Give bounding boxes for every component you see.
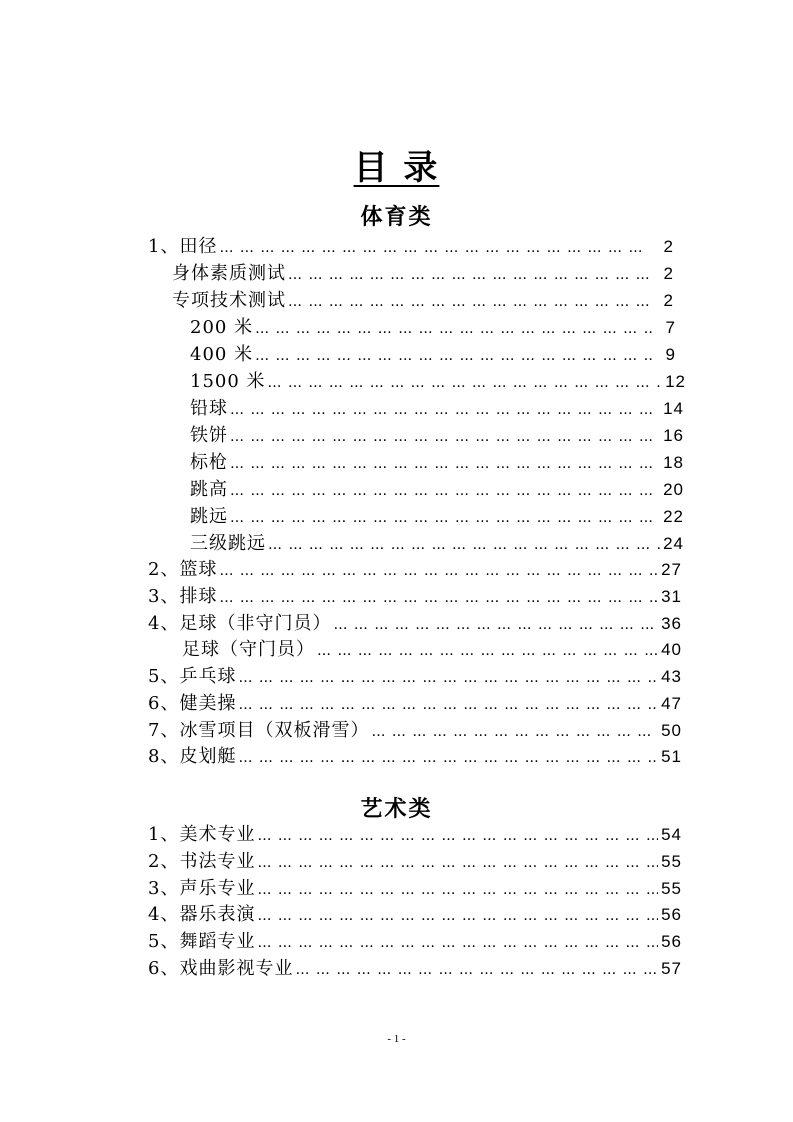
toc-entry[interactable] bbox=[148, 822, 682, 848]
toc-entry[interactable] bbox=[148, 664, 682, 690]
toc-entry[interactable] bbox=[148, 956, 682, 982]
toc-leader-dots bbox=[295, 957, 658, 983]
toc-entry-page: 18 bbox=[663, 453, 684, 472]
toc-leader-dots bbox=[230, 505, 660, 531]
toc-entry-label: 铅球 bbox=[190, 398, 228, 419]
toc-leader-dots bbox=[288, 262, 650, 288]
toc-leader-dots bbox=[230, 451, 660, 477]
toc-entry-label: 400 米 bbox=[190, 344, 254, 365]
toc-entry[interactable] bbox=[148, 691, 682, 717]
toc-entry-page: 2 bbox=[663, 291, 674, 310]
toc-entry-page: 16 bbox=[663, 426, 684, 445]
toc-entry[interactable] bbox=[172, 288, 674, 314]
toc-entry-page: 50 bbox=[661, 721, 682, 740]
toc-entry-label: 8、皮划艇 bbox=[148, 746, 237, 767]
toc-leader-dots bbox=[268, 370, 662, 396]
page-title-text: 目 录 bbox=[353, 148, 440, 188]
toc-entry[interactable] bbox=[190, 504, 684, 530]
toc-entry-page: 2 bbox=[663, 264, 674, 283]
toc-entry-page: 57 bbox=[661, 959, 682, 978]
toc-leader-dots bbox=[333, 612, 658, 638]
toc-leader-dots bbox=[257, 930, 658, 956]
toc-entry[interactable] bbox=[148, 744, 682, 770]
toc-leader-dots bbox=[219, 235, 650, 261]
toc-entry-page: 54 bbox=[661, 825, 682, 844]
toc-entry[interactable] bbox=[148, 929, 682, 955]
toc-entry-label: 5、乒乓球 bbox=[148, 666, 237, 687]
toc-entry[interactable] bbox=[190, 342, 676, 368]
toc-leader-dots bbox=[255, 343, 652, 369]
toc-entry[interactable] bbox=[190, 315, 676, 341]
toc-entry-page: 56 bbox=[661, 905, 682, 924]
toc-entry-label: 专项技术测试 bbox=[172, 290, 286, 311]
toc-entry-label: 跳远 bbox=[190, 506, 228, 527]
toc-entry-label: 2、书法专业 bbox=[148, 851, 256, 872]
toc-leader-dots bbox=[268, 532, 660, 558]
toc-leader-dots bbox=[230, 424, 660, 450]
toc-entry[interactable] bbox=[148, 876, 682, 902]
toc-entry-label: 1、美术专业 bbox=[148, 824, 256, 845]
toc-leader-dots bbox=[219, 558, 658, 584]
toc-entry-page: 40 bbox=[661, 640, 682, 659]
page-title bbox=[0, 148, 793, 188]
toc-leader-dots bbox=[257, 823, 658, 849]
toc-leader-dots bbox=[238, 665, 658, 691]
toc-entry-page: 56 bbox=[661, 932, 682, 951]
toc-leader-dots bbox=[230, 397, 660, 423]
toc-entry-page: 51 bbox=[661, 747, 682, 766]
toc-entry-label: 标枪 bbox=[190, 452, 228, 473]
toc-leader-dots bbox=[230, 478, 660, 504]
toc-entry-page: 27 bbox=[661, 560, 682, 579]
toc-leader-dots bbox=[371, 719, 658, 745]
toc-entry-label: 3、声乐专业 bbox=[148, 878, 256, 899]
toc-entry-page: 9 bbox=[665, 345, 676, 364]
toc-entry[interactable] bbox=[172, 261, 674, 287]
toc-entry[interactable] bbox=[148, 557, 682, 583]
toc-entry[interactable] bbox=[190, 423, 684, 449]
toc-entry[interactable] bbox=[148, 902, 682, 928]
toc-entry-label: 7、冰雪项目（双板滑雪） bbox=[148, 720, 370, 741]
toc-entry-page: 14 bbox=[663, 399, 684, 418]
toc-entry-page: 7 bbox=[665, 318, 676, 337]
toc-entry-page: 20 bbox=[663, 480, 684, 499]
toc-entry[interactable] bbox=[148, 718, 682, 744]
toc-entry[interactable] bbox=[190, 396, 684, 422]
toc-entry-label: 1500 米 bbox=[190, 371, 266, 392]
toc-entry-page: 2 bbox=[663, 237, 674, 256]
page-number-footer: - 1 - bbox=[387, 1033, 406, 1045]
toc-entry-page: 22 bbox=[663, 507, 684, 526]
toc-entry-label: 4、器乐表演 bbox=[148, 904, 256, 925]
toc-entry[interactable] bbox=[190, 531, 684, 557]
toc-entry-label: 跳高 bbox=[190, 479, 228, 500]
toc-entry-label: 4、足球（非守门员） bbox=[148, 613, 332, 634]
toc-leader-dots bbox=[317, 638, 658, 664]
toc-entry[interactable] bbox=[190, 450, 684, 476]
toc-entry-page: 55 bbox=[661, 852, 682, 871]
toc-leader-dots bbox=[257, 877, 658, 903]
toc-entry[interactable] bbox=[190, 369, 686, 395]
toc-entry[interactable] bbox=[182, 637, 682, 663]
toc-entry-page: 31 bbox=[661, 587, 682, 606]
toc-entry[interactable] bbox=[190, 477, 684, 503]
toc-entry-label: 3、排球 bbox=[148, 586, 218, 607]
toc-leader-dots bbox=[288, 289, 650, 315]
toc-leader-dots bbox=[238, 745, 658, 771]
section-heading-sports: 体育类 bbox=[360, 204, 433, 230]
toc-entry-page: 24 bbox=[663, 534, 684, 553]
toc-entry[interactable] bbox=[148, 584, 682, 610]
toc-entry-label: 5、舞蹈专业 bbox=[148, 931, 256, 952]
toc-leader-dots bbox=[257, 903, 658, 929]
toc-entry-page: 36 bbox=[661, 614, 682, 633]
toc-entry-label: 铁饼 bbox=[190, 425, 228, 446]
toc-entry-label: 足球（守门员） bbox=[182, 639, 315, 660]
toc-leader-dots bbox=[257, 850, 658, 876]
toc-entry-page: 47 bbox=[661, 694, 682, 713]
toc-entry-page: 43 bbox=[661, 667, 682, 686]
toc-entry-label: 200 米 bbox=[190, 317, 254, 338]
toc-entry-label: 三级跳远 bbox=[190, 533, 266, 554]
toc-entry[interactable] bbox=[148, 849, 682, 875]
toc-leader-dots bbox=[219, 585, 658, 611]
toc-entry[interactable] bbox=[148, 234, 674, 260]
toc-entry[interactable] bbox=[148, 611, 682, 637]
toc-entry-page: 55 bbox=[661, 879, 682, 898]
toc-leader-dots bbox=[255, 316, 652, 342]
toc-entry-label: 身体素质测试 bbox=[172, 263, 286, 284]
toc-entry-label: 6、戏曲影视专业 bbox=[148, 958, 294, 979]
toc-leader-dots bbox=[238, 692, 658, 718]
toc-entry-label: 2、篮球 bbox=[148, 559, 218, 580]
toc-entry-label: 6、健美操 bbox=[148, 693, 237, 714]
section-heading-arts: 艺术类 bbox=[360, 796, 433, 822]
toc-entry-page: 12 bbox=[665, 372, 686, 391]
toc-entry-label: 1、田径 bbox=[148, 236, 218, 257]
